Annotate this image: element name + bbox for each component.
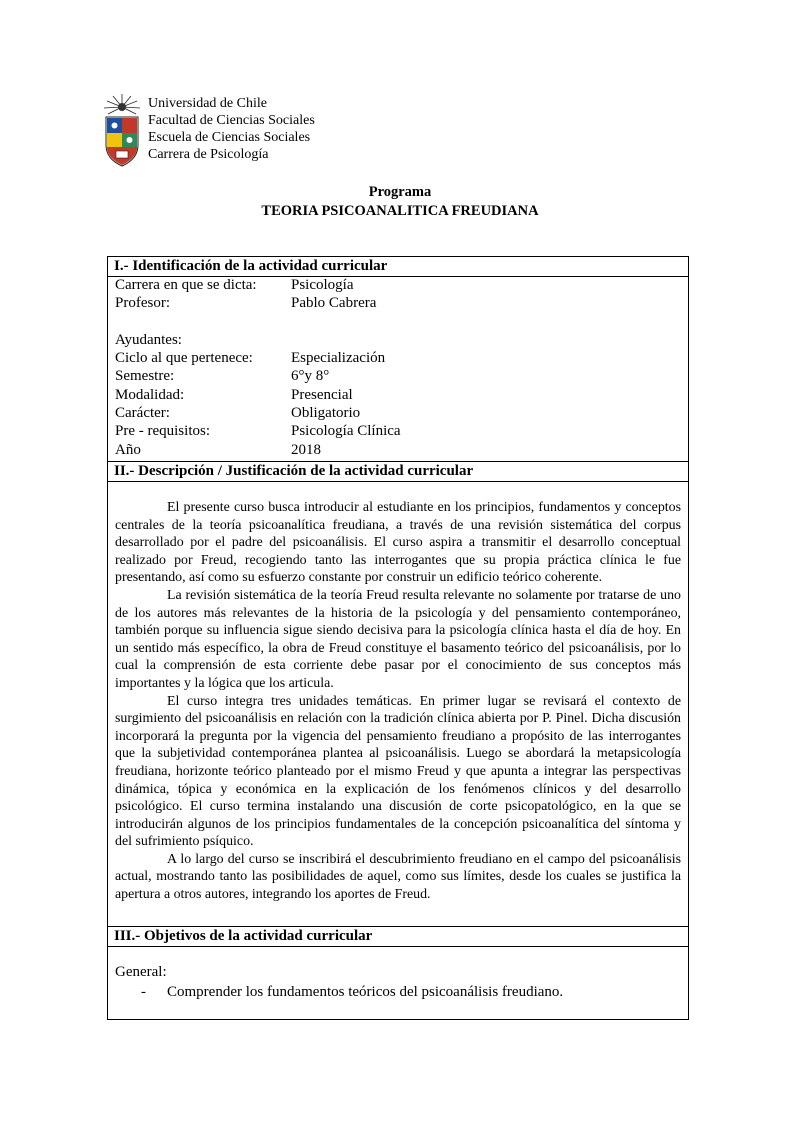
divider xyxy=(108,481,688,482)
ident-value: 2018 xyxy=(291,441,321,458)
ident-value: Pablo Cabrera xyxy=(291,295,377,312)
institution-line: Carrera de Psicología xyxy=(148,147,269,162)
spacer xyxy=(115,313,401,331)
ident-row xyxy=(115,441,401,459)
objectives-body xyxy=(115,963,681,1002)
ident-value: 6°y 8° xyxy=(291,368,330,385)
institution-line: Escuela de Ciencias Sociales xyxy=(148,130,311,145)
ident-value: Psicología Clínica xyxy=(291,423,401,440)
ident-label: Semestre: xyxy=(115,368,175,385)
ident-row xyxy=(115,349,401,367)
description-body xyxy=(115,499,681,904)
description-paragraph: El presente curso busca introducir al estudiante en los principios, fundamentos y conceptos centrales de la teoría psicoanalítica freudiana, a través de una revisión sistemática del corpus desarrollado por el padre del psicoanálisis. El curso aspira a transmitir el desarrollo conceptual realizado por Freud, recogiendo tanto las interrogantes que su propia práctica clínica le fue presentando, así como su esfuerzo constante por construir un edificio teórico coherente. xyxy=(115,500,681,586)
ident-value: Especialización xyxy=(291,350,386,367)
ident-label: Profesor: xyxy=(115,295,170,312)
description-paragraph: A lo largo del curso se inscribirá el descubrimiento freudiano en el campo del psicoanálisis actual, mostrando tanto las posibilidades de aquel, como sus límites, desde los cuales se justifica la apertura a otros autores, integrando los aportes de Freud. xyxy=(115,851,681,903)
ident-row xyxy=(115,386,401,404)
ident-label: Ayudantes: xyxy=(115,331,182,348)
section-3-heading: III.- Objetivos de la actividad curricular xyxy=(114,928,373,944)
ident-row xyxy=(115,331,401,349)
ident-label: Carrera en que se dicta: xyxy=(115,277,257,293)
ident-row xyxy=(115,294,401,312)
ident-label: Año xyxy=(115,441,141,458)
ident-row xyxy=(115,422,401,440)
course-title: TEORIA PSICOANALITICA FREUDIANA xyxy=(261,203,539,219)
institution-line: Facultad de Ciencias Sociales xyxy=(148,113,315,128)
course-table xyxy=(107,256,689,1020)
section-2-heading: II.- Descripción / Justificación de la actividad curricular xyxy=(114,463,474,479)
institution-line: Universidad de Chile xyxy=(148,96,267,111)
description-paragraph: La revisión sistemática de la teoría Freud resulta relevante no solamente por tratarse de uno de los autores más relevantes de la historia de la psicología y del pensamiento contemporáneo, también porque su influencia sigue siendo decisiva para la psicología clínica hasta el día de hoy. En un sentido más específico, la obra de Freud constituye el basamento teórico del psicoanálisis, por lo cual la comprensión de esta corriente debe pasar por el conocimiento de sus conceptos más importantes y la lógica que los articula. xyxy=(115,587,681,691)
ident-label: Modalidad: xyxy=(115,386,185,403)
bullet-dash: - xyxy=(141,984,146,1000)
university-crest-icon xyxy=(100,93,144,169)
ident-row xyxy=(115,367,401,385)
ident-row xyxy=(115,276,401,294)
ident-value: Psicología xyxy=(291,277,354,293)
ident-label: Pre - requisitos: xyxy=(115,423,210,440)
section-1-heading: I.- Identificación de la actividad curricular xyxy=(114,258,388,274)
ident-value: Obligatorio xyxy=(291,405,361,422)
ident-row xyxy=(115,404,401,422)
identification-list xyxy=(115,276,401,459)
objective-text: Comprender los fundamentos teóricos del psicoanálisis freudiano. xyxy=(167,984,564,1000)
program-label: Programa xyxy=(368,184,432,200)
objective-item xyxy=(115,983,681,1002)
document-title xyxy=(0,183,800,221)
description-paragraph: El curso integra tres unidades temáticas. En primer lugar se revisará el contexto de surgimiento del psicoanálisis en relación con la tradición clínica abierta por P. Pinel. Dicha discusión incorporará la pregunta por la vigencia del pensamiento freudiano a propósito de las interrogantes que la subjetividad contemporánea plantea al psicoanálisis. Luego se abordará la metapsicología freudiana, horizonte teórico planteado por el mismo Freud y que apunta a integrar las perspectivas dinámica, tópica y económica en la explicación de los fenómenos clínicos y del desarrollo psicológico. El curso termina instalando una discusión de corte psicopatológico, en la que se introducirán algunos de los principios fundamentales de la concepción psicoanalítica del síntoma y del sufrimiento psíquico. xyxy=(115,693,681,850)
ident-label: Ciclo al que pertenece: xyxy=(115,350,253,367)
institution-header xyxy=(100,93,315,169)
institution-lines xyxy=(148,93,315,163)
ident-label: Carácter: xyxy=(115,405,170,422)
general-label: General: xyxy=(115,964,167,980)
ident-value: Presencial xyxy=(291,386,353,403)
divider xyxy=(108,946,688,947)
